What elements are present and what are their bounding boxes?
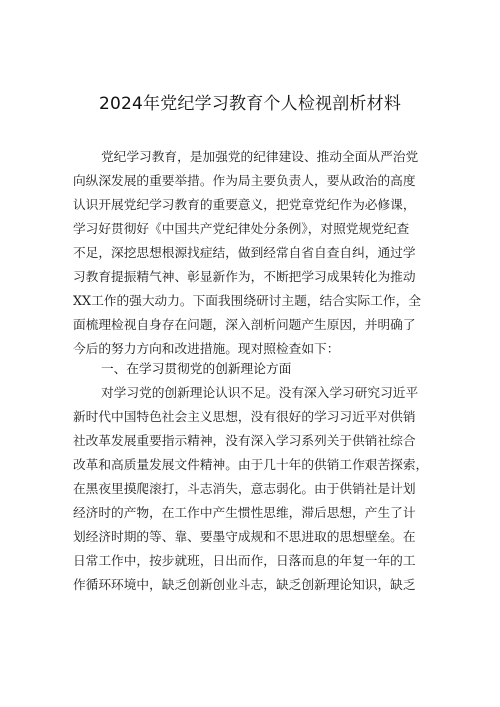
intro-paragraph [73, 145, 435, 361]
paragraph-line: 在黑夜里摸爬滚打，斗志消失，意志弱化。由于供销社是计划 [73, 481, 416, 496]
paragraph-line: 对学习党的创新理论认识不足。没有深入学习研究习近平 [101, 385, 419, 400]
paragraph-line: 认识开展党纪学习教育的重要意义，把党章党纪作为必修课， [73, 197, 416, 212]
paragraph-line: 新时代中国特色社会主义思想，没有很好的学习习近平对供销 [73, 409, 416, 424]
paragraph-line: 习教育提振精气神、彰显新作为，不断把学习成果转化为推动 [73, 269, 416, 284]
paragraph-line: 改革和高质量发展文件精神。由于几十年的供销工作艰苦探索， [73, 457, 429, 472]
section-heading: 一、在学习贯彻党的创新理论方面 [101, 361, 292, 376]
paragraph-line: 党纪学习教育，是加强党的纪律建设、推动全面从严治党 [101, 149, 419, 164]
paragraph-line: 学习好贯彻好《中国共产党纪律处分条例》，对照党规党纪查 [73, 221, 410, 236]
paragraph-line: XX工作的强大动力。下面我围绕研讨主题，结合实际工作，全 [73, 293, 421, 308]
paragraph-line: 不足，深挖思想根源找症结，做到经常自省自查自纠，通过学 [73, 245, 416, 260]
paragraph-line: 作循环环境中，缺乏创新创业斗志，缺乏创新理论知识，缺乏 [73, 577, 416, 592]
paragraph-line: 经济时的产物，在工作中产生惯性思维，滞后思想，产生了计 [73, 505, 416, 520]
document-title: 2024年党纪学习教育个人检视剖析材料 [98, 94, 402, 114]
paragraph-line: 面梳理检视自身存在问题，深入剖析问题产生原因，并明确了 [73, 317, 416, 332]
paragraph-line: 划经济时期的等、靠、要墨守成规和不思进取的思想壁垒。在 [73, 529, 416, 544]
paragraph-line: 社改革发展重要指示精神，没有深入学习系列关于供销社综合 [73, 433, 416, 448]
paragraph-line: 向纵深发展的重要举措。作为局主要负责人，要从政治的高度 [73, 173, 416, 188]
paragraph-line: 今后的努力方向和改进措施。现对照检查如下： [73, 341, 340, 356]
paragraph-line: 日常工作中，按步就班，日出而作，日落而息的年复一年的工 [73, 553, 416, 568]
section-1-paragraph [73, 381, 435, 597]
